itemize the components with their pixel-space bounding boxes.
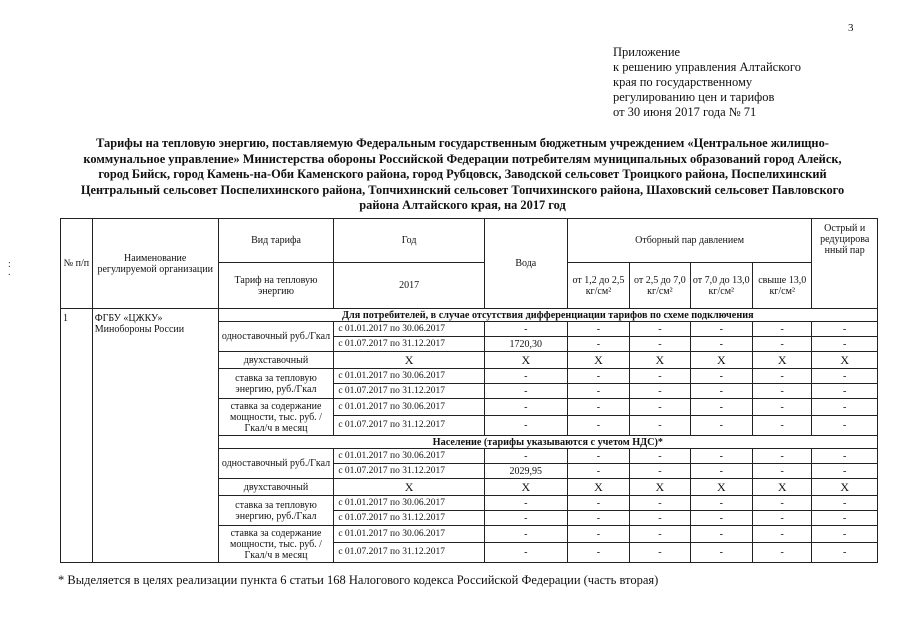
value-cell: - bbox=[484, 496, 567, 511]
value-cell: - bbox=[812, 543, 878, 563]
not-applicable-cell: X bbox=[812, 352, 878, 369]
header-pressure-3: от 7,0 до 13,0 кг/см² bbox=[690, 263, 752, 309]
tariff-table bbox=[60, 218, 878, 563]
appendix-block bbox=[613, 45, 863, 120]
value-cell: - bbox=[567, 384, 629, 399]
value-cell: - bbox=[567, 526, 629, 543]
value-cell: - bbox=[690, 496, 752, 511]
two-rate-label: двухставочный bbox=[218, 352, 334, 369]
header-steam: Отборный пар давлением bbox=[567, 219, 812, 263]
header-sharp-steam: Острый и редуцирова нный пар bbox=[812, 219, 878, 309]
value-cell: - bbox=[630, 322, 690, 337]
value-cell: - bbox=[690, 322, 752, 337]
value-cell: - bbox=[812, 337, 878, 352]
value-cell: - bbox=[753, 337, 812, 352]
not-applicable-cell: X bbox=[484, 479, 567, 496]
value-cell: - bbox=[484, 449, 567, 464]
value-cell: - bbox=[484, 526, 567, 543]
value-cell: - bbox=[630, 337, 690, 352]
section-header-row bbox=[61, 309, 878, 322]
not-applicable-cell: X bbox=[334, 479, 484, 496]
value-cell: - bbox=[690, 511, 752, 526]
value-cell: - bbox=[753, 526, 812, 543]
period-cell: с 01.01.2017 по 30.06.2017 bbox=[334, 369, 484, 384]
row-number: 1 bbox=[61, 309, 93, 563]
value-cell: - bbox=[753, 369, 812, 384]
not-applicable-cell: X bbox=[753, 479, 812, 496]
value-cell: - bbox=[812, 384, 878, 399]
footnote: * Выделяется в целях реализации пункта 6 статьи 168 Налогового кодекса Российской Федерации (часть вторая) bbox=[58, 573, 659, 587]
value-cell: - bbox=[630, 464, 690, 479]
one-rate-label: одноставочный руб./Гкал bbox=[218, 322, 334, 352]
header-org: Наименование регулируемой организации bbox=[92, 219, 218, 309]
not-applicable-cell: X bbox=[334, 352, 484, 369]
value-cell: - bbox=[753, 399, 812, 416]
title-line: коммунальное управление» Министерства обороны Российской Федерации потребителям муниципальных образований город Алейск, bbox=[83, 151, 842, 166]
value-cell: - bbox=[690, 543, 752, 563]
value-cell: - bbox=[567, 464, 629, 479]
title-line: Центральный сельсовет Поспелихинского района, Топчихинский сельсовет Топчихинского района, Шаховский сельсовет Павловского bbox=[80, 182, 845, 197]
header-num: № п/п bbox=[61, 219, 93, 309]
appendix-line: регулированию цен и тарифов bbox=[613, 90, 775, 104]
not-applicable-cell: X bbox=[690, 479, 752, 496]
value-cell: - bbox=[753, 449, 812, 464]
value-cell: - bbox=[753, 496, 812, 511]
value-cell: - bbox=[753, 464, 812, 479]
value-cell: - bbox=[690, 526, 752, 543]
value-cell: - bbox=[630, 526, 690, 543]
heat-rate-label: ставка за тепловую энергию, руб./Гкал bbox=[218, 496, 334, 526]
value-cell: - bbox=[690, 464, 752, 479]
title-line: Тарифы на тепловую энергию, поставляемую Федеральным государственным бюджетным учреждением «Центральное жилищно- bbox=[96, 136, 829, 150]
header-year: Год bbox=[334, 219, 484, 263]
value-cell: - bbox=[812, 464, 878, 479]
value-cell: - bbox=[484, 416, 567, 436]
not-applicable-cell: X bbox=[484, 352, 567, 369]
value-cell: - bbox=[630, 496, 690, 511]
value-cell: - bbox=[567, 337, 629, 352]
value-cell: - bbox=[690, 399, 752, 416]
appendix-line: от 30 июня 2017 года № 71 bbox=[613, 105, 757, 119]
value-cell: - bbox=[630, 543, 690, 563]
value-cell: - bbox=[812, 526, 878, 543]
value-cell: - bbox=[484, 511, 567, 526]
value-cell: 1720,30 bbox=[484, 337, 567, 352]
heat-rate-label: ставка за тепловую энергию, руб./Гкал bbox=[218, 369, 334, 399]
title-line: город Бийск, город Камень-на-Оби Каменского района, город Рубцовск, Заводской сельсовет Троицкого района, Поспелихинский bbox=[98, 167, 827, 181]
margin-mark: : bbox=[8, 259, 11, 270]
header-tariff-type: Вид тарифа bbox=[218, 219, 334, 263]
header-pressure-2: от 2,5 до 7,0 кг/см² bbox=[630, 263, 690, 309]
value-cell: - bbox=[690, 384, 752, 399]
value-cell: - bbox=[630, 449, 690, 464]
value-cell: - bbox=[812, 399, 878, 416]
value-cell: - bbox=[753, 384, 812, 399]
header-tariff-heat: Тариф на тепловую энергию bbox=[218, 263, 334, 309]
value-cell: - bbox=[567, 511, 629, 526]
value-cell: - bbox=[753, 322, 812, 337]
page-number: 3 bbox=[848, 22, 854, 34]
value-cell: - bbox=[484, 369, 567, 384]
two-rate-label: двухставочный bbox=[218, 479, 334, 496]
appendix-line: Приложение bbox=[613, 45, 681, 59]
title-line: района Алтайского края, на 2017 год bbox=[359, 198, 566, 212]
value-cell: - bbox=[812, 322, 878, 337]
not-applicable-cell: X bbox=[567, 352, 629, 369]
value-cell: - bbox=[753, 511, 812, 526]
margin-mark: . bbox=[8, 267, 11, 278]
period-cell: с 01.07.2017 по 31.12.2017 bbox=[334, 543, 484, 563]
header-year-value: 2017 bbox=[334, 263, 484, 309]
one-rate-label: одноставочный руб./Гкал bbox=[218, 449, 334, 479]
not-applicable-cell: X bbox=[567, 479, 629, 496]
value-cell: - bbox=[567, 496, 629, 511]
value-cell: - bbox=[690, 337, 752, 352]
value-cell: - bbox=[690, 369, 752, 384]
period-cell: с 01.01.2017 по 30.06.2017 bbox=[334, 322, 484, 337]
value-cell: - bbox=[567, 369, 629, 384]
value-cell: - bbox=[484, 543, 567, 563]
value-cell: - bbox=[812, 511, 878, 526]
period-cell: с 01.07.2017 по 31.12.2017 bbox=[334, 511, 484, 526]
period-cell: с 01.07.2017 по 31.12.2017 bbox=[334, 464, 484, 479]
header-water: Вода bbox=[484, 219, 567, 309]
value-cell: - bbox=[630, 399, 690, 416]
value-cell: - bbox=[567, 449, 629, 464]
value-cell: - bbox=[567, 322, 629, 337]
value-cell: - bbox=[812, 369, 878, 384]
value-cell: - bbox=[690, 416, 752, 436]
value-cell: - bbox=[630, 369, 690, 384]
value-cell: - bbox=[567, 543, 629, 563]
period-cell: с 01.01.2017 по 30.06.2017 bbox=[334, 496, 484, 511]
not-applicable-cell: X bbox=[630, 479, 690, 496]
value-cell: - bbox=[812, 449, 878, 464]
period-cell: с 01.07.2017 по 31.12.2017 bbox=[334, 384, 484, 399]
section-title: Для потребителей, в случае отсутствия дифференциации тарифов по схеме подключения bbox=[218, 309, 877, 322]
value-cell: - bbox=[567, 416, 629, 436]
not-applicable-cell: X bbox=[690, 352, 752, 369]
not-applicable-cell: X bbox=[630, 352, 690, 369]
section-title: Население (тарифы указываются с учетом НДС)* bbox=[218, 436, 877, 449]
value-cell: - bbox=[812, 496, 878, 511]
header-pressure-1: от 1,2 до 2,5 кг/см² bbox=[567, 263, 629, 309]
appendix-line: края по государственному bbox=[613, 75, 753, 89]
value-cell: - bbox=[484, 399, 567, 416]
value-cell: - bbox=[753, 543, 812, 563]
value-cell: - bbox=[630, 384, 690, 399]
value-cell: - bbox=[484, 384, 567, 399]
value-cell: - bbox=[812, 416, 878, 436]
period-cell: с 01.07.2017 по 31.12.2017 bbox=[334, 416, 484, 436]
value-cell: 2029,95 bbox=[484, 464, 567, 479]
document-title bbox=[40, 136, 885, 214]
header-pressure-4: свыше 13,0 кг/см² bbox=[753, 263, 812, 309]
appendix-line: к решению управления Алтайского bbox=[613, 60, 801, 74]
value-cell: - bbox=[753, 416, 812, 436]
value-cell: - bbox=[567, 399, 629, 416]
capacity-label: ставка за содержание мощности, тыс. руб. /Гкал/ч в месяц bbox=[218, 526, 334, 563]
not-applicable-cell: X bbox=[753, 352, 812, 369]
period-cell: с 01.01.2017 по 30.06.2017 bbox=[334, 449, 484, 464]
value-cell: - bbox=[690, 449, 752, 464]
value-cell: - bbox=[630, 416, 690, 436]
not-applicable-cell: X bbox=[812, 479, 878, 496]
period-cell: с 01.01.2017 по 30.06.2017 bbox=[334, 526, 484, 543]
organization-name: ФГБУ «ЦЖКУ» Минобороны России bbox=[92, 309, 218, 563]
period-cell: с 01.07.2017 по 31.12.2017 bbox=[334, 337, 484, 352]
capacity-label: ставка за содержание мощности, тыс. руб. /Гкал/ч в месяц bbox=[218, 399, 334, 436]
value-cell: - bbox=[630, 511, 690, 526]
period-cell: с 01.01.2017 по 30.06.2017 bbox=[334, 399, 484, 416]
value-cell: - bbox=[484, 322, 567, 337]
